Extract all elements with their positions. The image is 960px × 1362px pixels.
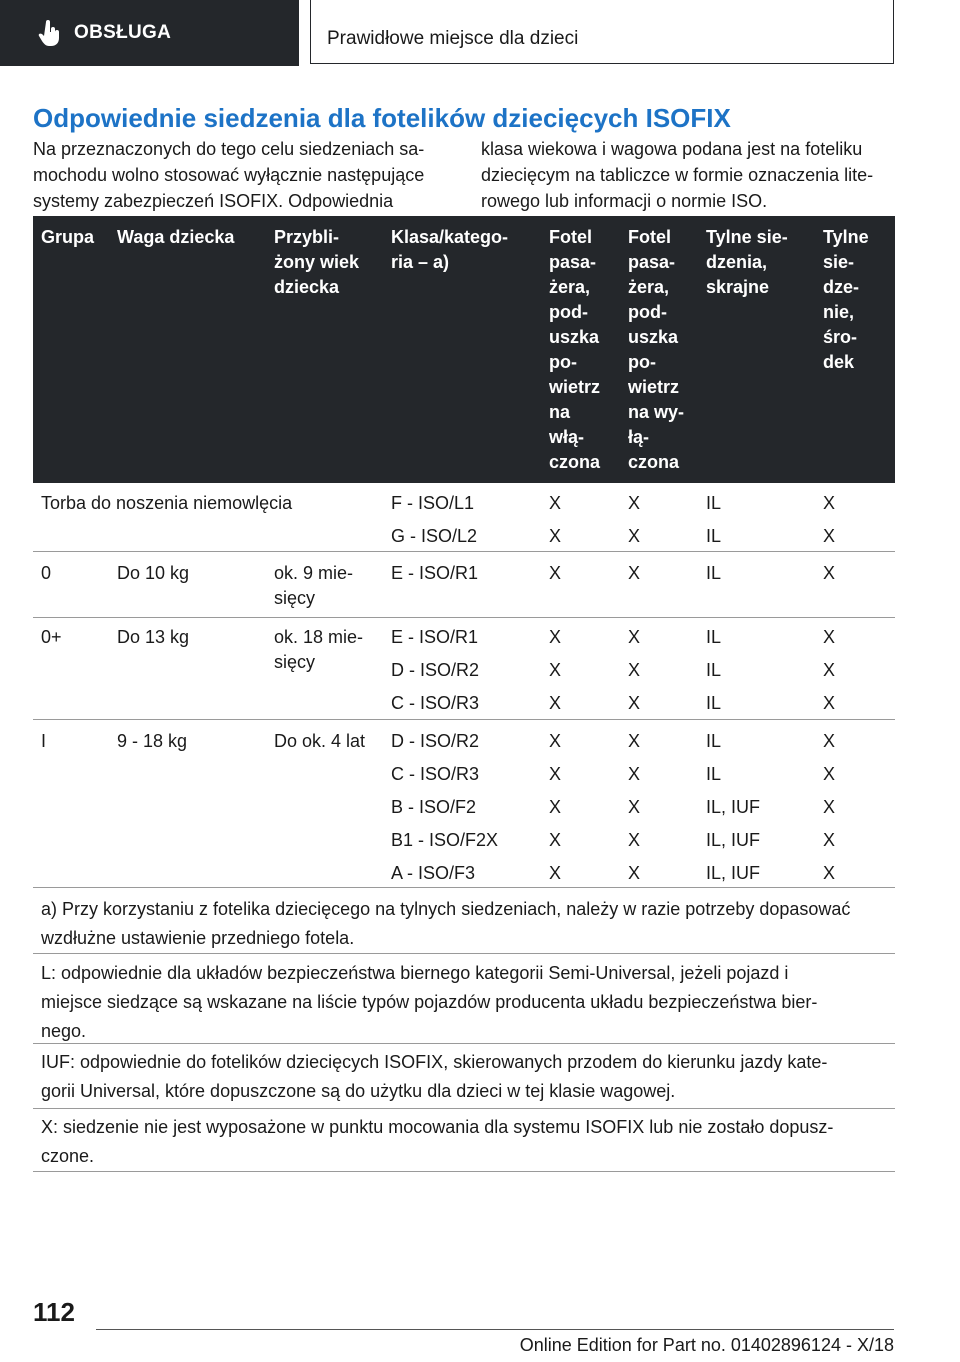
- section-tab: [0, 0, 299, 66]
- cell-age: [274, 561, 353, 611]
- footnote-line: X: siedzenie nie jest wyposażone w punktu mocowania dla systemu ISOFIX lub nie zostało dopusz-: [41, 1117, 834, 1137]
- header-line: śro-: [823, 327, 858, 347]
- header-age: [274, 225, 359, 300]
- footnote-line: a) Przy korzystaniu z fotelika dziecięcego na tylnych siedzeniach, należy w razie potrzeby dopasować: [41, 899, 851, 919]
- mark-value: X: [549, 731, 562, 751]
- mark-value: X: [549, 797, 562, 817]
- mark-value: X: [823, 731, 836, 751]
- intro-line: mochodu wolno stosować wyłącznie następujące: [33, 165, 425, 185]
- header-line: czona: [549, 452, 601, 472]
- intro-left: [33, 136, 447, 214]
- header-line: na wy-: [628, 402, 685, 422]
- cell-class: [391, 625, 479, 724]
- mark-value: X: [823, 693, 836, 713]
- header-line: pasa-: [628, 252, 676, 272]
- table-row: [33, 617, 895, 720]
- mark-value: X: [823, 526, 836, 546]
- cell-rear-center: [823, 729, 835, 894]
- header-line: Tylne sie-: [706, 227, 788, 247]
- header-line: skrajne: [706, 277, 770, 297]
- mark-value: X: [628, 764, 641, 784]
- class-value: E - ISO/R1: [391, 627, 479, 647]
- cell-pass-on: [549, 625, 561, 724]
- footnote-line: miejsce siedzące są wskazane na liście typów pojazdów producenta układu bezpieczeństwa bier-: [41, 992, 818, 1012]
- class-value: B1 - ISO/F2X: [391, 830, 499, 850]
- header-rear-center: [823, 225, 869, 375]
- age-line: sięcy: [274, 652, 316, 672]
- table-row: [33, 551, 895, 618]
- class-value: C - ISO/R3: [391, 764, 480, 784]
- mark-value: IL, IUF: [706, 797, 761, 817]
- header-line: włą-: [549, 427, 585, 447]
- hand-pointer-icon: [36, 19, 64, 47]
- footnote-line: nego.: [41, 1021, 87, 1041]
- header-line: Tylne: [823, 227, 869, 247]
- header-line: wietrz: [628, 377, 680, 397]
- class-value: D - ISO/R2: [391, 660, 480, 680]
- cell-weight: 9 - 18 kg: [117, 731, 188, 751]
- header-line: dek: [823, 352, 855, 372]
- mark-value: IL, IUF: [706, 830, 761, 850]
- mark-value: IL: [706, 660, 722, 680]
- page-header-box: [310, 0, 894, 64]
- cell-pass-off: [628, 625, 640, 724]
- cell-pass-off: [628, 729, 640, 894]
- header-line: czona: [628, 452, 680, 472]
- cell-class: E - ISO/R1: [391, 563, 479, 583]
- mark-value: X: [823, 764, 836, 784]
- cell-rear-center: X: [823, 563, 836, 583]
- header-line: ria – a): [391, 252, 450, 272]
- header-line: pod-: [549, 302, 588, 322]
- cell-weight: Do 13 kg: [117, 627, 190, 647]
- age-line: ok. 9 mie-: [274, 563, 354, 583]
- footnote: [33, 1043, 895, 1109]
- cell-group: Torba do noszenia niemowlęcia: [41, 493, 293, 513]
- header-line: dziecka: [274, 277, 340, 297]
- header-line: sie-: [823, 252, 855, 272]
- header-line: Fotel: [549, 227, 592, 247]
- header-line: Fotel: [628, 227, 671, 247]
- mark-value: IL: [706, 493, 722, 513]
- cell-pass-on: X: [549, 563, 562, 583]
- header-line: na: [549, 402, 571, 422]
- header-line: Grupa: [41, 227, 95, 247]
- table-header: [33, 216, 895, 483]
- footnote-text: [41, 895, 891, 953]
- table-row: [33, 719, 895, 888]
- class-value: B - ISO/F2: [391, 797, 477, 817]
- mark-value: X: [628, 627, 641, 647]
- cell-group: 0: [41, 563, 52, 583]
- footnote-line: gorii Universal, które dopuszczone są do użytku dla dzieci w tej klasie wagowej.: [41, 1081, 676, 1101]
- intro-line: dziecięcym na tabliczce w formie oznaczenia lite-: [481, 165, 874, 185]
- footnote-line: wzdłużne ustawienie przedniego fotela.: [41, 928, 355, 948]
- cell-rear-outer: [706, 491, 721, 557]
- header-passenger-airbag-off: [628, 225, 684, 475]
- mark-value: X: [823, 627, 836, 647]
- cell-rear-center: [823, 491, 835, 557]
- mark-value: X: [628, 731, 641, 751]
- footer-divider: [96, 1329, 894, 1330]
- class-value: A - ISO/F3: [391, 863, 476, 883]
- intro-line: Na przeznaczonych do tego celu siedzeniach sa-: [33, 139, 425, 159]
- header-group: [41, 225, 94, 250]
- header-line: pod-: [628, 302, 667, 322]
- mark-value: IL: [706, 693, 722, 713]
- footnote-text: [41, 1048, 891, 1106]
- header-line: po-: [549, 352, 577, 372]
- cell-group: 0+: [41, 627, 62, 647]
- header-line: żera,: [628, 277, 670, 297]
- mark-value: IL: [706, 731, 722, 751]
- mark-value: X: [628, 493, 641, 513]
- footnote: [33, 953, 895, 1044]
- mark-value: X: [628, 526, 641, 546]
- mark-value: X: [628, 797, 641, 817]
- class-value: F - ISO/L1: [391, 493, 475, 513]
- cell-pass-off: X: [628, 563, 641, 583]
- header-line: wietrz: [549, 377, 601, 397]
- mark-value: IL, IUF: [706, 863, 761, 883]
- mark-value: IL: [706, 627, 722, 647]
- cell-pass-on: [549, 729, 561, 894]
- footnote-text: [41, 959, 891, 1046]
- header-weight: [117, 225, 234, 250]
- header-line: dzenia,: [706, 252, 768, 272]
- mark-value: IL: [706, 526, 722, 546]
- footnote-line: czone.: [41, 1146, 95, 1166]
- mark-value: X: [823, 830, 836, 850]
- cell-pass-on: [549, 491, 561, 557]
- mark-value: X: [628, 830, 641, 850]
- cell-rear-outer: [706, 729, 760, 894]
- header-line: dze-: [823, 277, 859, 297]
- age-line: sięcy: [274, 588, 316, 608]
- mark-value: X: [823, 493, 836, 513]
- mark-value: X: [549, 660, 562, 680]
- cell-class: [391, 491, 477, 557]
- edition-note: Online Edition for Part no. 01402896124 - X/18: [519, 1335, 894, 1355]
- intro-line: klasa wiekowa i wagowa podana jest na foteliku: [481, 139, 863, 159]
- mark-value: X: [628, 863, 641, 883]
- footnote: [33, 1108, 895, 1172]
- cell-rear-outer: IL: [706, 563, 722, 583]
- intro-line: rowego lub informacji o normie ISO.: [481, 191, 768, 211]
- header-passenger-airbag-on: [549, 225, 600, 475]
- cell-rear-outer: [706, 625, 721, 724]
- footnote-line: IUF: odpowiednie do fotelików dziecięcych ISOFIX, skierowanych przodem do kierunku jazdy kate-: [41, 1052, 828, 1072]
- mark-value: X: [549, 493, 562, 513]
- header-line: łą-: [628, 427, 650, 447]
- class-value: C - ISO/R3: [391, 693, 480, 713]
- footnote-line: L: odpowiednie dla układów bezpieczeństwa biernego kategorii Semi-Universal, jeżeli pojazd i: [41, 963, 789, 983]
- age-line: Do ok. 4 lat: [274, 731, 366, 751]
- class-value: D - ISO/R2: [391, 731, 480, 751]
- header-rear-outer: [706, 225, 788, 300]
- cell-age: [274, 729, 365, 754]
- header-line: nie,: [823, 302, 855, 322]
- cell-rear-center: [823, 625, 835, 724]
- header-line: żony wiek: [274, 252, 360, 272]
- intro-line: systemy zabezpieczeń ISOFIX. Odpowiednia: [33, 191, 394, 211]
- header-line: Przybli-: [274, 227, 340, 247]
- cell-weight: Do 10 kg: [117, 563, 190, 583]
- header-line: uszka: [628, 327, 679, 347]
- header-class: [391, 225, 508, 275]
- mark-value: X: [628, 660, 641, 680]
- footnote-text: [41, 1113, 891, 1171]
- mark-value: X: [823, 797, 836, 817]
- page-header-title: Prawidłowe miejsce dla dzieci: [327, 28, 579, 49]
- header-line: pasa-: [549, 252, 597, 272]
- footnote: [33, 887, 895, 954]
- cell-group: I: [41, 731, 47, 751]
- mark-value: IL: [706, 764, 722, 784]
- cell-class: [391, 729, 498, 894]
- mark-value: X: [823, 660, 836, 680]
- header-line: żera,: [549, 277, 591, 297]
- table-row: [33, 483, 895, 552]
- mark-value: X: [628, 693, 641, 713]
- header-line: Klasa/katego-: [391, 227, 509, 247]
- section-label: OBSŁUGA: [74, 22, 172, 43]
- header-line: uszka: [549, 327, 600, 347]
- intro-right: [481, 136, 895, 214]
- mark-value: X: [549, 863, 562, 883]
- page-number: 112: [33, 1297, 75, 1327]
- mark-value: X: [549, 627, 562, 647]
- age-line: ok. 18 mie-: [274, 627, 364, 647]
- cell-pass-off: [628, 491, 640, 557]
- header-line: po-: [628, 352, 656, 372]
- header-line: Waga dziecka: [117, 227, 235, 247]
- mark-value: X: [549, 830, 562, 850]
- mark-value: X: [823, 863, 836, 883]
- mark-value: X: [549, 764, 562, 784]
- mark-value: X: [549, 693, 562, 713]
- section-heading: Odpowiednie siedzenia dla fotelików dziecięcych ISOFIX: [33, 103, 731, 133]
- cell-age: [274, 625, 363, 675]
- mark-value: X: [549, 526, 562, 546]
- class-value: G - ISO/L2: [391, 526, 478, 546]
